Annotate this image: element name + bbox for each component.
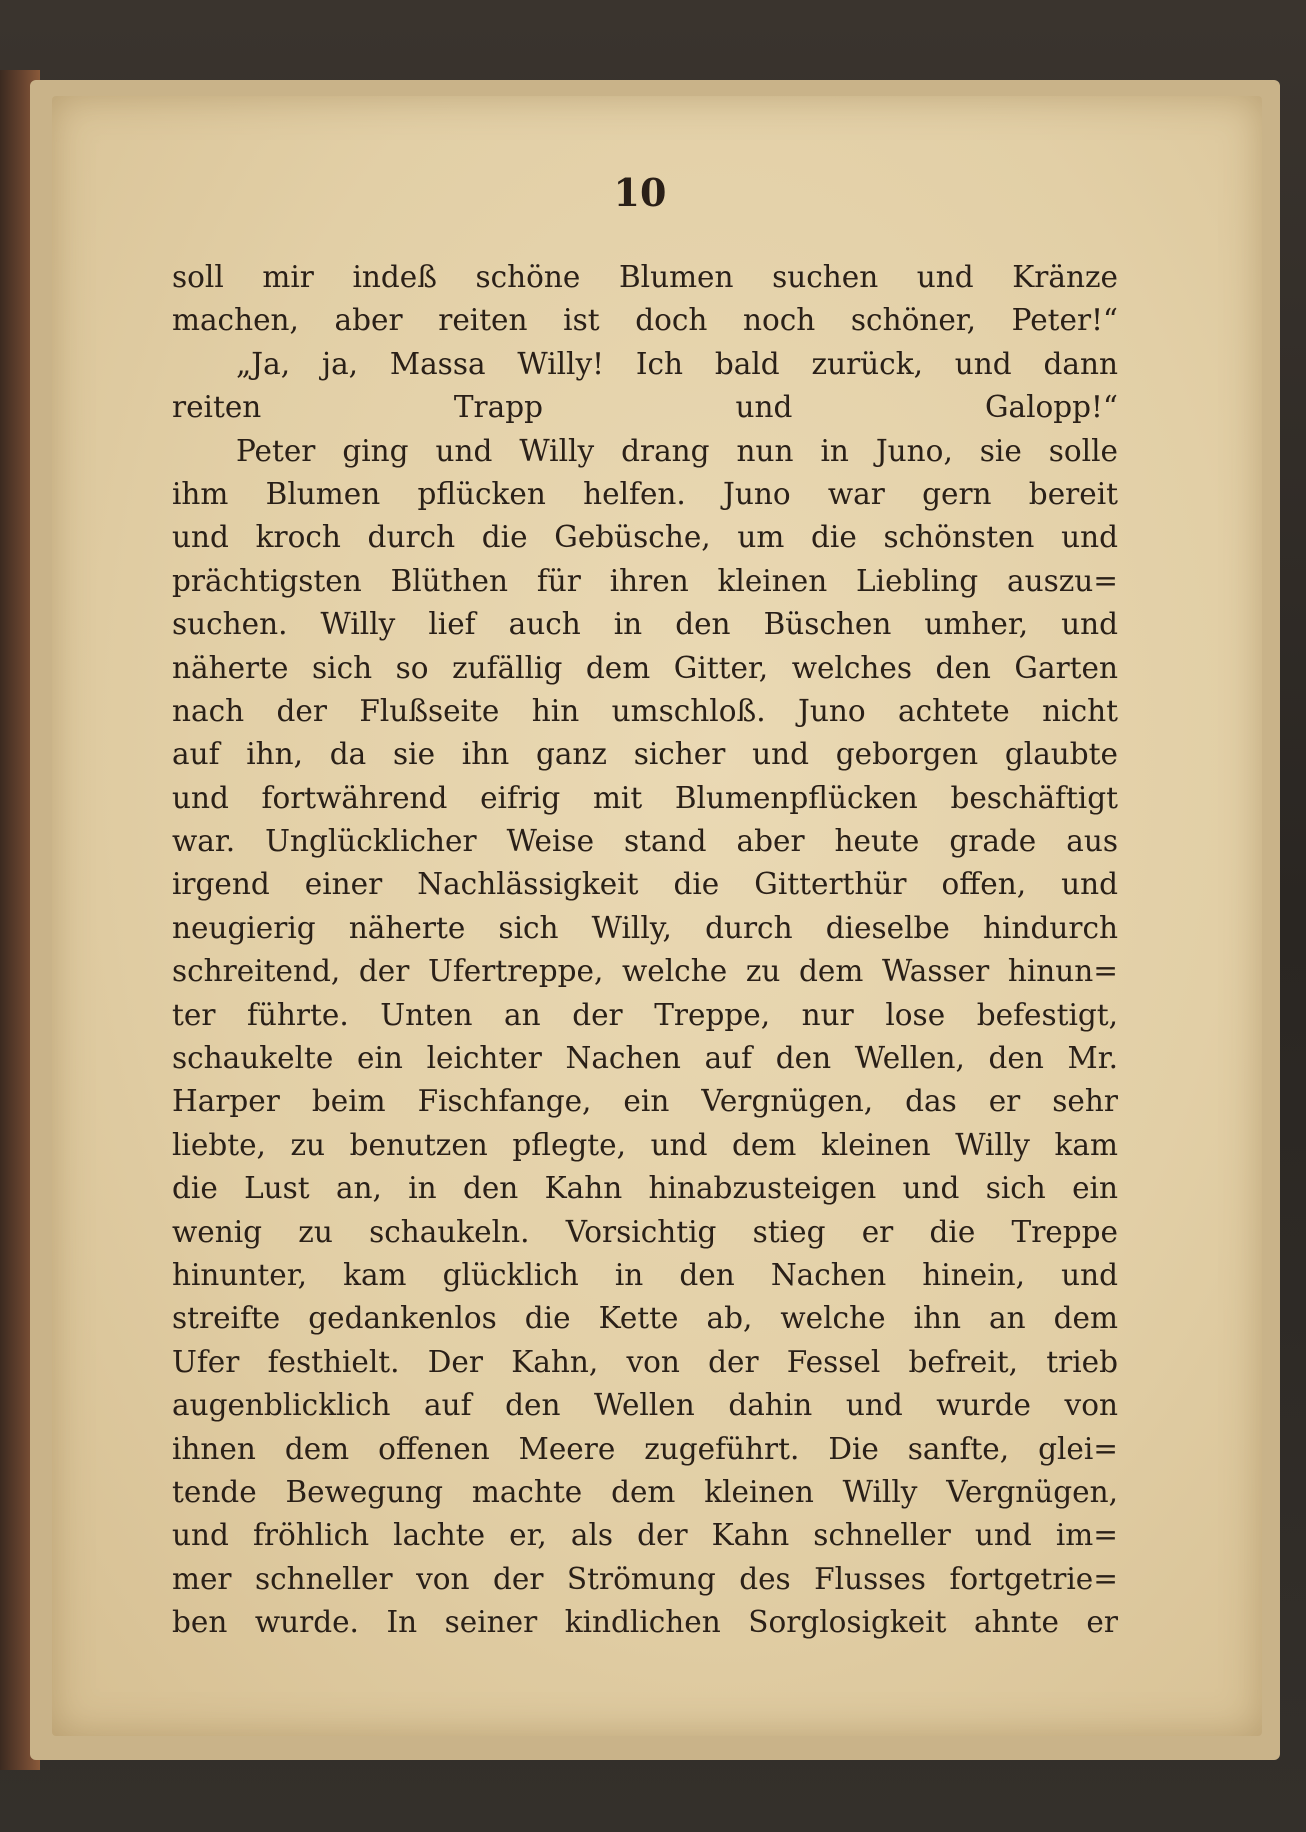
text-line: Harper beim Fischfange, ein Vergnügen, das er sehr: [172, 1084, 1118, 1119]
text-line: Peter ging und Willy drang nun in Juno, sie solle: [236, 433, 1118, 468]
text-line: ben wurde. In seiner kindlichen Sorglosigkeit ahnte er: [172, 1605, 1118, 1640]
text-line: neugierig näherte sich Willy, durch dieselbe hindurch: [172, 910, 1118, 945]
body-text: [172, 256, 1118, 1645]
text-line: Ufer festhielt. Der Kahn, von der Fessel befreit, trieb: [172, 1344, 1118, 1379]
text-line: schaukelte ein leichter Nachen auf den Wellen, den Mr.: [172, 1041, 1118, 1076]
text-line: ihm Blumen pflücken helfen. Juno war gern bereit: [172, 476, 1118, 511]
text-line: „Ja, ja, Massa Willy! Ich bald zurück, und dann: [236, 346, 1118, 381]
text-line: die Lust an, in den Kahn hinabzusteigen und sich ein: [172, 1171, 1118, 1206]
text-line: reiten Trapp und Galopp!“: [172, 390, 1118, 425]
text-line: auf ihn, da sie ihn ganz sicher und geborgen glaubte: [172, 737, 1118, 772]
text-line: mer schneller von der Strömung des Flusses fortgetrie=: [172, 1561, 1118, 1596]
text-line: soll mir indeß schöne Blumen suchen und Kränze: [172, 260, 1118, 294]
page-number: 10: [613, 170, 667, 215]
text-line: und kroch durch die Gebüsche, um die schönsten und: [172, 520, 1118, 555]
text-line: prächtigsten Blüthen für ihren kleinen Liebling auszu=: [172, 563, 1118, 598]
text-line: wenig zu schaukeln. Vorsichtig stieg er die Treppe: [172, 1214, 1118, 1249]
text-line: streifte gedankenlos die Kette ab, welche ihn an dem: [172, 1301, 1118, 1336]
text-line: ter führte. Unten an der Treppe, nur lose befestigt,: [172, 997, 1118, 1032]
text-line: nach der Flußseite hin umschloß. Juno achtete nicht: [172, 693, 1118, 728]
text-line: näherte sich so zufällig dem Gitter, welches den Garten: [172, 650, 1118, 685]
text-line: irgend einer Nachlässigkeit die Gitterthür offen, und: [172, 867, 1118, 902]
text-line: liebte, zu benutzen pflegte, und dem kleinen Willy kam: [172, 1127, 1118, 1162]
text-line: und fröhlich lachte er, als der Kahn schneller und im=: [172, 1518, 1118, 1553]
text-line: war. Unglücklicher Weise stand aber heute grade aus: [172, 824, 1118, 859]
text-line: und fortwährend eifrig mit Blumenpflücken beschäftigt: [172, 780, 1118, 815]
text-line: augenblicklich auf den Wellen dahin und wurde von: [172, 1388, 1118, 1423]
text-line: schreitend, der Ufertreppe, welche zu dem Wasser hinun=: [172, 954, 1118, 989]
text-line: tende Bewegung machte dem kleinen Willy Vergnügen,: [172, 1474, 1118, 1509]
text-line: hinunter, kam glücklich in den Nachen hinein, und: [172, 1257, 1118, 1292]
text-line: machen, aber reiten ist doch noch schöner, Peter!“: [172, 303, 1118, 338]
text-line: ihnen dem offenen Meere zugeführt. Die sanfte, glei=: [172, 1431, 1118, 1466]
text-line: suchen. Willy lief auch in den Büschen umher, und: [172, 607, 1118, 642]
